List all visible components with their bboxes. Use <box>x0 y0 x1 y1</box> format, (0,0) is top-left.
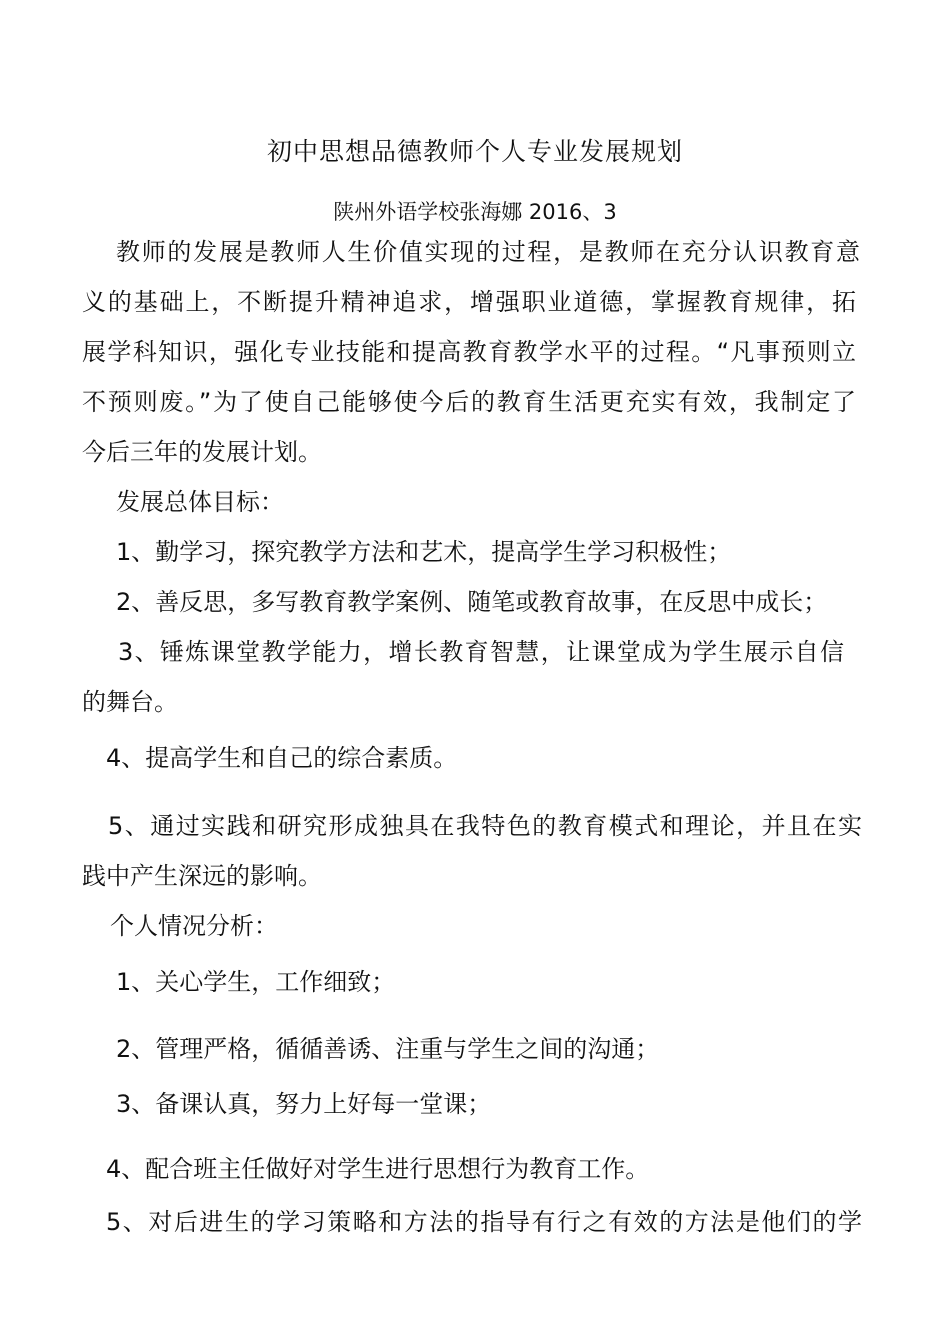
list-item: 4、配合班主任做好对学生进行思想行为教育工作。 <box>106 1155 650 1183</box>
document-title: 初中思想品德教师个人专业发展规划 <box>266 137 683 166</box>
list-item: 3、备课认真，努力上好每一堂课； <box>116 1090 492 1118</box>
list-item-continuation: 践中产生深远的影响。 <box>82 862 322 890</box>
list-item: 4、提高学生和自己的综合素质。 <box>106 744 458 772</box>
document-subtitle: 陕州外语学校张海娜 2016、3 <box>333 200 617 224</box>
paragraph-line: 教师的发展是教师人生价值实现的过程，是教师在充分认识教育意 <box>116 238 860 266</box>
paragraph-line: 展学科知识，强化专业技能和提高教育教学水平的过程。“凡事预则立 <box>82 338 856 366</box>
list-item: 5、通过实践和研究形成独具在我特色的教育模式和理论，并且在实 <box>108 812 862 840</box>
section-heading: 发展总体目标： <box>116 488 284 516</box>
list-item: 2、善反思，多写教育教学案例、随笔或教育故事，在反思中成长； <box>116 588 828 616</box>
list-item-continuation: 的舞台。 <box>82 688 178 716</box>
paragraph-line: 不预则废。”为了使自己能够使今后的教育生活更充实有效，我制定了 <box>82 388 856 416</box>
list-item: 2、管理严格，循循善诱、注重与学生之间的沟通； <box>116 1035 660 1063</box>
list-item: 1、关心学生，工作细致； <box>116 968 396 996</box>
section-heading: 个人情况分析： <box>110 912 278 940</box>
list-item: 1、勤学习，探究教学方法和艺术，提高学生学习积极性； <box>116 538 732 566</box>
paragraph-line: 义的基础上，不断提升精神追求，增强职业道德，掌握教育规律，拓 <box>82 288 856 316</box>
paragraph-line: 今后三年的发展计划。 <box>82 438 322 466</box>
list-item: 3、锤炼课堂教学能力，增长教育智慧，让课堂成为学生展示自信 <box>118 638 844 666</box>
list-item: 5、对后进生的学习策略和方法的指导有行之有效的方法是他们的学 <box>106 1208 862 1236</box>
